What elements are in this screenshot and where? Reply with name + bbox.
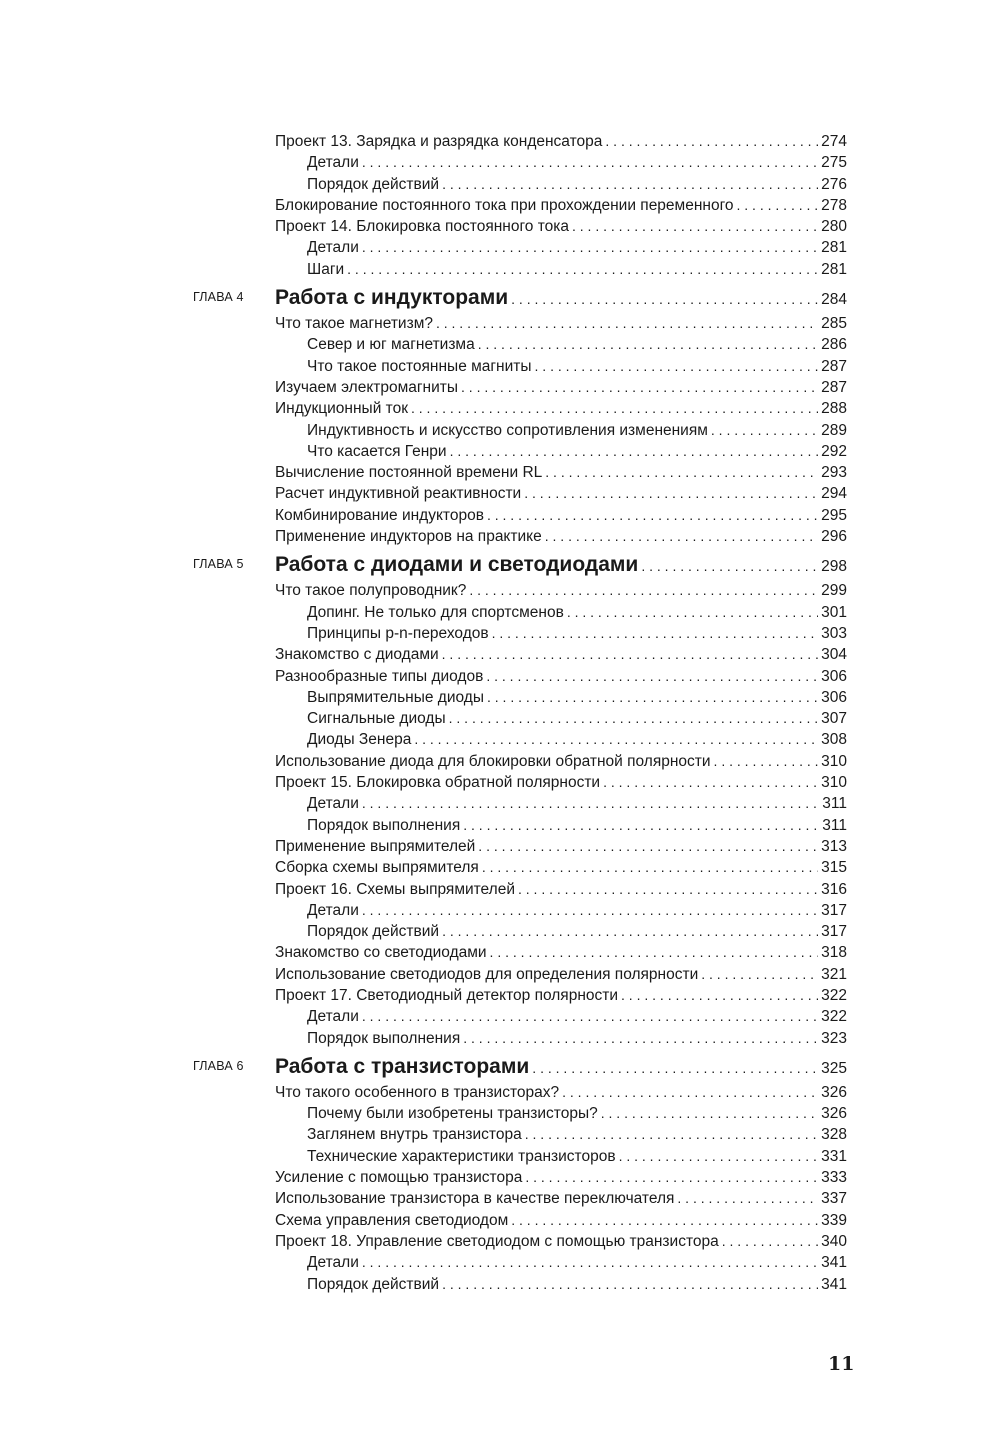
toc-section-entry[interactable]	[275, 1167, 847, 1188]
dot-leader	[463, 815, 819, 836]
dot-leader	[478, 334, 818, 355]
entry-title: Разнообразные типы диодов	[275, 667, 484, 685]
page-ref: 296	[821, 528, 847, 546]
entry-title: Почему были изобретены транзисторы?	[307, 1105, 598, 1123]
dot-leader	[525, 1167, 818, 1188]
toc-section-entry[interactable]	[275, 836, 847, 857]
entry-title: Вычисление постоянной времени RL	[275, 464, 543, 482]
entry-title: Проект 13. Зарядка и разрядка конденсатора	[275, 133, 603, 150]
page-ref: 331	[821, 1147, 847, 1165]
entry-title: Порядок действий	[307, 175, 440, 193]
entry-title: Индуктивность и искусство сопротивления изменениям	[307, 421, 708, 439]
entry-title: Блокирование постоянного тока при прохождении переменного	[275, 196, 734, 214]
entry-title: Проект 14. Блокировка постоянного тока	[275, 218, 569, 236]
page-ref: 310	[821, 774, 847, 792]
dot-leader	[487, 687, 818, 708]
entry-title: Что касается Генри	[307, 442, 447, 460]
toc-section-entry[interactable]	[275, 666, 847, 687]
page-ref: 322	[821, 986, 847, 1004]
chapter-label: ГЛАВА 4	[193, 290, 244, 305]
toc-subsection-entry[interactable]	[307, 152, 847, 173]
dot-leader	[362, 900, 818, 921]
toc-subsection-entry[interactable]	[307, 441, 847, 462]
entry-title: Север и юг магнетизма	[307, 336, 475, 354]
toc-section-entry[interactable]	[275, 857, 847, 878]
entry-title: Что такое магнетизм?	[275, 315, 433, 333]
entry-title: Порядок выполнения	[307, 1029, 461, 1047]
page-ref: 337	[821, 1190, 847, 1208]
chapter-heading[interactable]	[0, 549, 986, 580]
entry-title: Изучаем электромагниты	[275, 378, 459, 396]
dot-leader	[572, 216, 818, 237]
entry-title: Детали	[307, 901, 359, 919]
page-ref: 341	[821, 1254, 847, 1272]
dot-leader	[711, 420, 818, 441]
dot-leader	[535, 356, 819, 377]
entry-title: Применение индукторов на практике	[275, 528, 542, 546]
dot-leader	[442, 644, 818, 665]
dot-leader	[605, 131, 818, 152]
page-ref: 298	[821, 558, 847, 576]
page-ref: 313	[821, 837, 847, 855]
page-ref: 340	[821, 1232, 847, 1250]
dot-leader	[601, 1103, 818, 1124]
toc-subsection-entry[interactable]	[307, 687, 847, 708]
chapter-heading[interactable]	[0, 282, 986, 313]
toc-section-entry[interactable]	[275, 985, 847, 1006]
chapter-title: Работа с диодами и светодиодами	[275, 553, 639, 577]
toc-section-entry[interactable]	[275, 526, 847, 547]
entry-title: Проект 18. Управление светодиодом с помощью транзистора	[275, 1232, 719, 1250]
toc-subsection-entry[interactable]	[307, 815, 847, 836]
chapter-title: Работа с индукторами	[275, 286, 509, 310]
chapter-heading[interactable]	[0, 1051, 986, 1082]
entry-title: Проект 15. Блокировка обратной полярности	[275, 774, 601, 792]
dot-leader	[641, 551, 818, 582]
entry-title: Детали	[307, 239, 359, 257]
dot-leader	[347, 259, 818, 280]
page-ref: 333	[821, 1169, 847, 1187]
dot-leader	[414, 729, 818, 750]
dot-leader	[442, 1274, 818, 1295]
toc-subsection-entry[interactable]	[307, 1146, 847, 1167]
page-ref: 323	[821, 1029, 847, 1047]
entry-title: Порядок действий	[307, 923, 440, 941]
dot-leader	[524, 483, 818, 504]
toc-subsection-entry[interactable]	[307, 1006, 847, 1027]
dot-leader	[436, 313, 818, 334]
entry-title: Схема управления светодиодом	[275, 1211, 509, 1229]
page-ref: 317	[821, 901, 847, 919]
page-ref: 326	[821, 1105, 847, 1123]
entry-title: Диоды Зенера	[307, 731, 412, 749]
entry-title: Усиление с помощью транзистора	[275, 1169, 523, 1187]
entry-title: Порядок действий	[307, 1275, 440, 1293]
dot-leader	[545, 462, 818, 483]
dot-leader	[525, 1124, 818, 1145]
dot-leader	[737, 195, 819, 216]
toc-subsection-entry[interactable]	[307, 174, 847, 195]
page-ref: 295	[821, 506, 847, 524]
dot-leader	[701, 964, 818, 985]
entry-title: Что такое полупроводник?	[275, 582, 467, 600]
entry-title: Сигнальные диоды	[307, 710, 446, 728]
entry-title: Принципы p-n-переходов	[307, 624, 489, 642]
toc-subsection-entry[interactable]	[307, 1103, 847, 1124]
toc-section-entry[interactable]	[275, 1210, 847, 1231]
page-ref: 328	[821, 1126, 847, 1144]
dot-leader	[461, 377, 818, 398]
page-ref: 276	[821, 175, 847, 193]
dot-leader	[487, 505, 818, 526]
dot-leader	[492, 623, 819, 644]
dot-leader	[449, 708, 819, 729]
toc-section-entry[interactable]	[275, 879, 847, 900]
page-ref: 294	[821, 485, 847, 503]
dot-leader	[362, 152, 818, 173]
page-ref: 310	[821, 752, 847, 770]
page-ref: 316	[821, 880, 847, 898]
dot-leader	[567, 602, 818, 623]
dot-leader	[442, 921, 818, 942]
toc-section-entry[interactable]	[275, 462, 847, 483]
toc-section-entry[interactable]	[275, 644, 847, 665]
entry-title: Использование транзистора в качестве переключателя	[275, 1190, 675, 1208]
entry-title: Что такое постоянные магниты	[307, 357, 532, 375]
entry-title: Проект 16. Схемы выпрямителей	[275, 880, 515, 898]
toc-section-entry[interactable]	[275, 483, 847, 504]
entry-title: Детали	[307, 795, 359, 813]
dot-leader	[478, 836, 818, 857]
toc-subsection-entry[interactable]	[307, 708, 847, 729]
dot-leader	[532, 1053, 818, 1084]
page-ref: 341	[821, 1275, 847, 1293]
entry-title: Знакомство с диодами	[275, 646, 439, 664]
page-ref: 322	[821, 1008, 847, 1026]
toc-subsection-entry[interactable]	[307, 259, 847, 280]
page-ref: 317	[821, 923, 847, 941]
dot-leader	[450, 441, 819, 462]
toc-section-entry[interactable]	[275, 131, 847, 152]
dot-leader	[621, 985, 818, 1006]
toc-subsection-entry[interactable]	[307, 729, 847, 750]
toc-subsection-entry[interactable]	[307, 420, 847, 441]
dot-leader	[362, 793, 819, 814]
dot-leader	[442, 174, 818, 195]
toc-section-entry[interactable]	[275, 942, 847, 963]
entry-title: Знакомство со светодиодами	[275, 944, 487, 962]
entry-title: Применение выпрямителей	[275, 837, 476, 855]
entry-title: Порядок выполнения	[307, 816, 461, 834]
entry-title: Расчет индуктивной реактивности	[275, 485, 522, 503]
toc-section-entry[interactable]	[275, 216, 847, 237]
dot-leader	[511, 284, 818, 315]
toc-subsection-entry[interactable]	[307, 921, 847, 942]
page-ref: 301	[821, 603, 847, 621]
page-ref: 339	[821, 1211, 847, 1229]
entry-title: Сборка схемы выпрямителя	[275, 859, 479, 877]
toc-section-entry[interactable]	[275, 195, 847, 216]
toc-subsection-entry[interactable]	[307, 356, 847, 377]
toc-subsection-entry[interactable]	[307, 793, 847, 814]
dot-leader	[619, 1146, 819, 1167]
dot-leader	[677, 1188, 818, 1209]
page-ref: 304	[821, 646, 847, 664]
page-ref: 292	[821, 442, 847, 460]
page-ref: 285	[821, 315, 847, 333]
entry-title: Детали	[307, 154, 359, 172]
entry-title: Использование светодиодов для определения полярности	[275, 965, 699, 983]
page-ref: 306	[821, 667, 847, 685]
toc-section-entry[interactable]	[275, 1231, 847, 1252]
toc-subsection-entry[interactable]	[307, 1274, 847, 1295]
table-of-contents	[0, 131, 986, 1295]
page-ref: 274	[821, 133, 847, 150]
page-ref: 326	[821, 1083, 847, 1101]
entry-title: Индукционный ток	[275, 400, 408, 418]
dot-leader	[486, 666, 818, 687]
dot-leader	[603, 772, 818, 793]
toc-section-entry[interactable]	[275, 1188, 847, 1209]
chapter-title: Работа с транзисторами	[275, 1054, 530, 1078]
dot-leader	[511, 1210, 818, 1231]
toc-section-entry[interactable]	[275, 398, 847, 419]
page-ref: 275	[821, 154, 847, 172]
page-ref: 287	[821, 378, 847, 396]
dot-leader	[362, 1006, 818, 1027]
page-ref: 289	[821, 421, 847, 439]
toc-section-entry[interactable]	[275, 505, 847, 526]
toc-subsection-entry[interactable]	[307, 900, 847, 921]
toc-section-entry[interactable]	[275, 751, 847, 772]
page-ref: 278	[821, 196, 847, 214]
page-ref: 321	[821, 965, 847, 983]
toc-section-entry[interactable]	[275, 313, 847, 334]
entry-title: Детали	[307, 1008, 359, 1026]
dot-leader	[411, 398, 818, 419]
entry-title: Что такого особенного в транзисторах?	[275, 1083, 560, 1101]
page-ref: 318	[821, 944, 847, 962]
dot-leader	[490, 942, 819, 963]
entry-title: Комбинирование индукторов	[275, 506, 484, 524]
page-ref: 299	[821, 582, 847, 600]
entry-title: Использование диода для блокировки обратной полярности	[275, 752, 711, 770]
toc-subsection-entry[interactable]	[307, 237, 847, 258]
page-ref: 306	[821, 688, 847, 706]
page-ref: 281	[821, 239, 847, 257]
toc-section-entry[interactable]	[275, 580, 847, 601]
toc-subsection-entry[interactable]	[307, 623, 847, 644]
dot-leader	[463, 1028, 818, 1049]
page-ref: 288	[821, 400, 847, 418]
dot-leader	[545, 526, 818, 547]
page-ref: 308	[821, 731, 847, 749]
page-ref: 281	[821, 260, 847, 278]
page-ref: 315	[821, 859, 847, 877]
page-ref: 311	[822, 816, 847, 834]
page-ref: 293	[821, 464, 847, 482]
toc-section-entry[interactable]	[275, 1082, 847, 1103]
entry-title: Детали	[307, 1254, 359, 1272]
toc-section-entry[interactable]	[275, 964, 847, 985]
page-ref: 307	[821, 710, 847, 728]
page-ref: 303	[821, 624, 847, 642]
dot-leader	[362, 237, 818, 258]
toc-subsection-entry[interactable]	[307, 1252, 847, 1273]
toc-subsection-entry[interactable]	[307, 1028, 847, 1049]
page-ref: 286	[821, 336, 847, 354]
page-ref: 287	[821, 357, 847, 375]
dot-leader	[469, 580, 818, 601]
toc-subsection-entry[interactable]	[307, 1124, 847, 1145]
chapter-label: ГЛАВА 6	[193, 1058, 244, 1073]
entry-title: Технические характеристики транзисторов	[307, 1147, 616, 1165]
page-ref: 280	[821, 218, 847, 236]
dot-leader	[362, 1252, 818, 1273]
toc-section-entry[interactable]	[275, 772, 847, 793]
entry-title: Допинг. Не только для спортсменов	[307, 603, 564, 621]
page-number: 11	[828, 1353, 855, 1375]
chapter-label: ГЛАВА 5	[193, 557, 244, 572]
toc-subsection-entry[interactable]	[307, 334, 847, 355]
dot-leader	[482, 857, 818, 878]
entry-title: Проект 17. Светодиодный детектор полярности	[275, 986, 619, 1004]
entry-title: Заглянем внутрь транзистора	[307, 1126, 522, 1144]
page-ref: 325	[821, 1059, 847, 1077]
toc-section-entry[interactable]	[275, 377, 847, 398]
page-ref: 311	[822, 795, 847, 813]
toc-subsection-entry[interactable]	[307, 602, 847, 623]
dot-leader	[562, 1082, 818, 1103]
dot-leader	[518, 879, 818, 900]
entry-title: Выпрямительные диоды	[307, 688, 484, 706]
dot-leader	[714, 751, 819, 772]
dot-leader	[722, 1231, 818, 1252]
page-ref: 284	[821, 291, 847, 309]
entry-title: Шаги	[307, 260, 345, 278]
